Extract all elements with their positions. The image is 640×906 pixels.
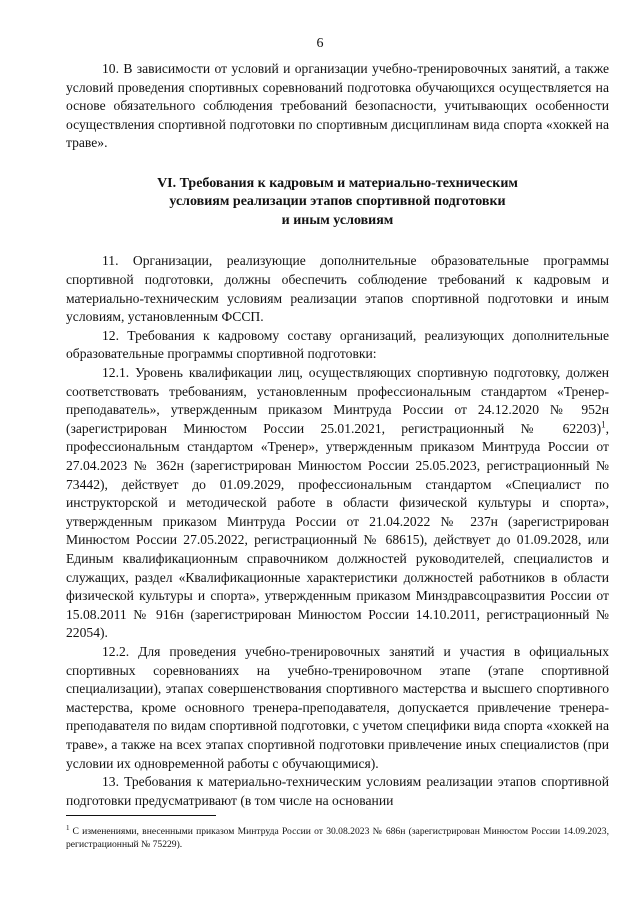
- paragraph-12-1-part-b: , профессиональным стандартом «Тренер», утвержденным приказом Минтруда России от 27.04.2023 № 362н (зарегистрирован Минюстом России 25.05.2023, регистрационный № 73442), действует до 01.09.2029, профессиональным стандартом «Специалист по инструкторской и методической работе в области физической культуры и спорта», утвержденным приказом Минтруда России от 21.04.2022 № 237н (зарегистрирован Минюстом России 27.05.2022, регистрационный № 68615), действует до 01.09.2028, или Единым квалификационным справочником должностей руководителей, специалистов и служащих, раздел «Квалификационные характеристики должностей работников в области физической культуры и спорта», утвержденным приказом Минздравсоцразвития России от 15.08.2011 № 916н (зарегистрирован Минюстом России 14.10.2011, регистрационный № 22054).: [66, 420, 609, 641]
- section-heading-line-3: и иным условиям: [281, 212, 394, 228]
- paragraph-10: 10. В зависимости от условий и организации учебно-тренировочных занятий, а также условий проведения спортивных соревнований подготовка обучающихся осуществляется на основе обязательного соблюдения требований безопасности, учитывающих особенности осуществления спортивной подготовки по спортивным дисциплинам вида спорта «хоккей на траве».: [66, 61, 609, 151]
- footnote: [66, 822, 609, 851]
- footnote-divider: [66, 815, 216, 816]
- paragraph-12-2: 12.2. Для проведения учебно-тренировочных занятий и участия в официальных спортивных соревнованиях на учебно-тренировочном этапе (этапе спортивной специализации), этапах совершенствования спортивного мастерства и высшего спортивного мастерства, кроме основного тренера-преподавателя, допускается привлечение тренера-преподавателя по видам спортивной подготовки, с учетом специфики вида спорта «хоккей на траве», а также на всех этапах спортивной подготовки привлечение иных специалистов (при условии их одновременной работы с обучающимися).: [66, 643, 609, 771]
- section-heading: [66, 175, 609, 231]
- section-heading-line-2: условиям реализации этапов спортивной подготовки: [169, 194, 506, 210]
- paragraph-13: 13. Требования к материально-техническим условиям реализации этапов спортивной подготовки предусматривают (в том числе на основании: [66, 774, 609, 808]
- footnote-text: С изменениями, внесенными приказом Минтруда России от 30.08.2023 № 686н (зарегистрирован Минюстом России 14.09.2023, регистрационный № 75229).: [66, 826, 609, 850]
- document-body: [66, 60, 609, 810]
- paragraph-11: 11. Организации, реализующие дополнительные образовательные программы спортивной подготовки, должны обеспечить соблюдение требований к кадровым и материально-техническим условиям реализации этапов спортивной подготовки и иным условиям, установленным ФССП.: [66, 253, 609, 325]
- paragraph-12: 12. Требования к кадровому составу организаций, реализующих дополнительные образовательные программы спортивной подготовки:: [66, 327, 609, 362]
- paragraph-12-1: [66, 364, 609, 643]
- footnote-reference[interactable]: 1: [601, 419, 606, 430]
- footnote-number: 1: [66, 824, 70, 832]
- section-heading-line-1: VI. Требования к кадровым и материально-техническим: [157, 175, 518, 191]
- paragraph-12-1-part-a: 12.1. Уровень квалификации лиц, осуществляющих спортивную подготовку, должен соответствовать требованиям, установленным профессиональным стандартом «Тренер-преподаватель», утвержденным приказом Минтруда России от 24.12.2020 № 952н (зарегистрирован Минюстом России 25.01.2021, регистрационный № 62203): [66, 365, 609, 436]
- page-number: 6: [316, 36, 324, 51]
